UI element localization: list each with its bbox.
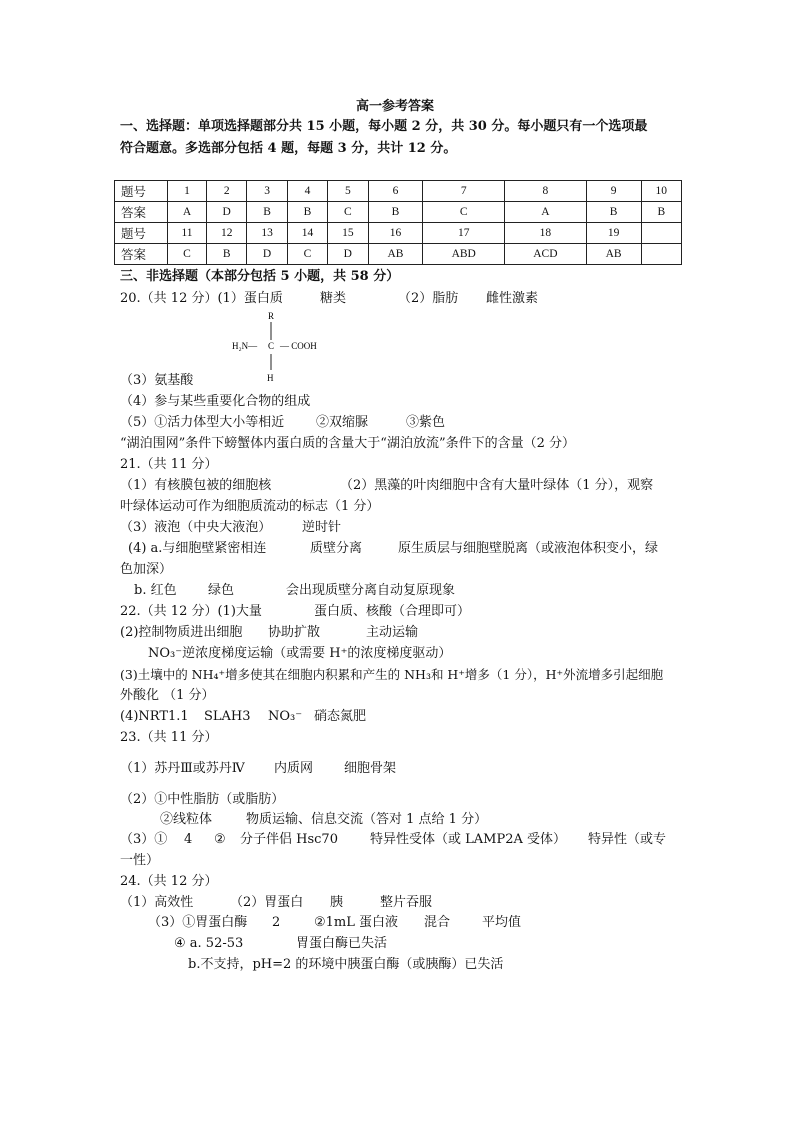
table-cell: ABD: [423, 244, 505, 265]
amino-acid-structure: [228, 308, 338, 384]
table-cell: B: [368, 202, 423, 223]
q22-line-6a: (4)NRT1.1: [120, 709, 189, 724]
table-cell: 15: [328, 223, 368, 244]
q20-line-3: （3）氨基酸: [120, 373, 194, 388]
table-cell: C: [287, 244, 327, 265]
q23-line-4c: ②: [214, 832, 226, 847]
table-cell: ACD: [505, 244, 587, 265]
table-cell: B: [247, 202, 287, 223]
q20-line-6: “湖泊围网”条件下螃蟹体内蛋白质的含量大于“湖泊放流”条件下的含量（2 分）: [120, 436, 575, 451]
q20-answer-3: 雌性激素: [486, 291, 539, 306]
q22-heading-answer: 蛋白质、核酸（合理即可）: [314, 604, 471, 619]
q24-line-1c: 胰: [330, 895, 344, 910]
table-cell: 19: [586, 223, 641, 244]
table-cell: 答案: [115, 244, 168, 265]
mol-left-group: H₂N—: [232, 341, 258, 351]
table-cell: 3: [247, 181, 287, 202]
table-cell: A: [505, 202, 587, 223]
q22-heading: 22.（共 12 分）(1)大量: [120, 604, 262, 619]
q21-line-3a: （3）液泡（中央大液泡）: [120, 520, 272, 535]
q20-line-4: （4）参与某些重要化合物的组成: [120, 394, 311, 409]
table-cell: 题号: [115, 181, 168, 202]
q21-line-4a: (4) a.与细胞壁紧密相连: [128, 541, 267, 556]
mol-right-group: — COOH: [280, 341, 317, 351]
mol-h-label: H: [267, 373, 274, 383]
q24-line-2e: 平均值: [482, 915, 522, 930]
q21-line-1a: （1）有核膜包被的细胞核: [120, 478, 272, 493]
table-cell: B: [641, 202, 681, 223]
q23-line-1c: 细胞骨架: [344, 761, 397, 776]
q24-line-1b: （2）胃蛋白: [230, 895, 304, 910]
q22-line-4: (3)土壤中的 NH₄⁺增多使其在细胞内积累和产生的 NH₃和 H⁺增多（1 分），H⁺外流增多引起细胞: [120, 667, 664, 682]
table-row: [115, 181, 682, 202]
q20-line-5c: ③紫色: [406, 415, 446, 430]
q22-line-3: NO₃⁻逆浓度梯度运输（或需要 H⁺的浓度梯度驱动）: [148, 646, 452, 661]
page-title: 高一参考答案: [356, 99, 435, 114]
table-cell: 答案: [115, 202, 168, 223]
table-cell: D: [207, 202, 247, 223]
q23-line-3b: 物质运输、信息交流（答对 1 点给 1 分）: [246, 812, 488, 827]
table-cell: 4: [287, 181, 327, 202]
q21-line-3b: 逆时针: [302, 520, 342, 535]
q24-line-3a: ④ a. 52-53: [174, 936, 244, 951]
table-cell: C: [423, 202, 505, 223]
q21-line-6b: 绿色: [208, 583, 235, 598]
q23-line-2: （2）①中性脂肪（或脂肪）: [120, 792, 285, 807]
q24-line-4: b.不支持，pH=2 的环境中胰蛋白酶（或胰酶）已失活: [188, 957, 504, 972]
q23-line-4e: 特异性受体（或 LAMP2A 受体）: [370, 832, 567, 847]
q22-line-5: 外酸化 （1 分）: [120, 688, 215, 703]
q23-heading: 23.（共 11 分）: [120, 730, 218, 745]
q23-line-4f: 特异性（或专: [588, 832, 667, 847]
table-cell: 13: [247, 223, 287, 244]
q24-line-2c: ②1mL 蛋白液: [314, 915, 399, 930]
q22-line-2b: 协助扩散: [268, 625, 321, 640]
q20-answer-1: 糖类: [320, 291, 347, 306]
q21-line-2: 叶绿体运动可作为细胞质流动的标志（1 分）: [120, 499, 380, 514]
q22-line-6b: SLAH3: [204, 709, 251, 724]
table-cell: 18: [505, 223, 587, 244]
table-cell: [641, 244, 681, 265]
q23-line-4b: 4: [184, 832, 193, 847]
q24-line-2d: 混合: [424, 915, 451, 930]
table-cell: D: [328, 244, 368, 265]
q23-line-1b: 内质网: [274, 761, 314, 776]
table-cell: 5: [328, 181, 368, 202]
table-row: [115, 244, 682, 265]
table-cell: 8: [505, 181, 587, 202]
q21-heading: 21.（共 11 分）: [120, 457, 218, 472]
table-cell: B: [586, 202, 641, 223]
q24-line-3b: 胃蛋白酶已失活: [296, 936, 388, 951]
q20-line-5a: （5）①活力体型大小等相近: [120, 415, 285, 430]
q20-heading: 20.（共 12 分）(1）蛋白质: [120, 291, 283, 306]
answer-table: [114, 180, 682, 265]
table-cell: 17: [423, 223, 505, 244]
q24-line-1a: （1）高效性: [120, 895, 194, 910]
table-cell: 7: [423, 181, 505, 202]
q22-line-6c: NO₃⁻: [268, 709, 303, 724]
section1-line2: 符合题意。多选部分包括 4 题，每题 3 分，共计 12 分。: [120, 141, 457, 156]
table-cell: A: [168, 202, 207, 223]
table-cell: 12: [207, 223, 247, 244]
q21-line-6c: 会出现质壁分离自动复原现象: [286, 583, 456, 598]
table-cell: 14: [287, 223, 327, 244]
q23-line-4d: 分子伴侣 Hsc70: [240, 832, 338, 847]
mol-central-carbon: C: [268, 341, 275, 351]
table-cell: [641, 223, 681, 244]
table-cell: 题号: [115, 223, 168, 244]
q22-line-6d: 硝态氮肥: [314, 709, 367, 724]
q22-line-2c: 主动运输: [366, 625, 419, 640]
table-cell: D: [247, 244, 287, 265]
q23-line-3a: ②线粒体: [160, 812, 213, 827]
table-cell: 1: [168, 181, 207, 202]
table-row: [115, 202, 682, 223]
table-cell: C: [328, 202, 368, 223]
q24-heading: 24.（共 12 分）: [120, 874, 218, 889]
q23-line-4a: （3）①: [120, 832, 168, 847]
q23-line-1a: （1）苏丹Ⅲ或苏丹Ⅳ: [120, 761, 245, 776]
table-cell: 16: [368, 223, 423, 244]
q20-line-5b: ②双缩脲: [316, 415, 369, 430]
section3-heading: 三、非选择题（本部分包括 5 小题，共 58 分）: [120, 269, 400, 284]
mol-r-label: R: [268, 311, 275, 321]
table-cell: B: [207, 244, 247, 265]
table-cell: 10: [641, 181, 681, 202]
table-cell: 2: [207, 181, 247, 202]
table-cell: AB: [368, 244, 423, 265]
q21-line-4c: 原生质层与细胞壁脱离（或液泡体积变小，绿: [398, 541, 659, 556]
table-row: [115, 223, 682, 244]
section1-line1: 一、选择题：单项选择题部分共 15 小题，每小题 2 分，共 30 分。每小题只有一个选项最: [120, 119, 648, 134]
q24-line-2a: （3）①胃蛋白酶: [148, 915, 248, 930]
table-cell: 9: [586, 181, 641, 202]
q21-line-4b: 质壁分离: [310, 541, 363, 556]
table-cell: AB: [586, 244, 641, 265]
q20-answer-2: （2）脂肪: [398, 291, 459, 306]
q21-line-5: 色加深）: [120, 562, 173, 577]
table-cell: 11: [168, 223, 207, 244]
q23-line-5: 一性）: [120, 853, 160, 868]
table-cell: B: [287, 202, 327, 223]
q21-line-1b: （2）黑藻的叶肉细胞中含有大量叶绿体（1 分），观察: [340, 478, 654, 493]
q24-line-1d: 整片吞服: [380, 895, 433, 910]
table-cell: 6: [368, 181, 423, 202]
q24-line-2b: 2: [272, 915, 281, 930]
q22-line-2a: (2)控制物质进出细胞: [120, 625, 243, 640]
table-cell: C: [168, 244, 207, 265]
q21-line-6a: b. 红色: [134, 583, 177, 598]
